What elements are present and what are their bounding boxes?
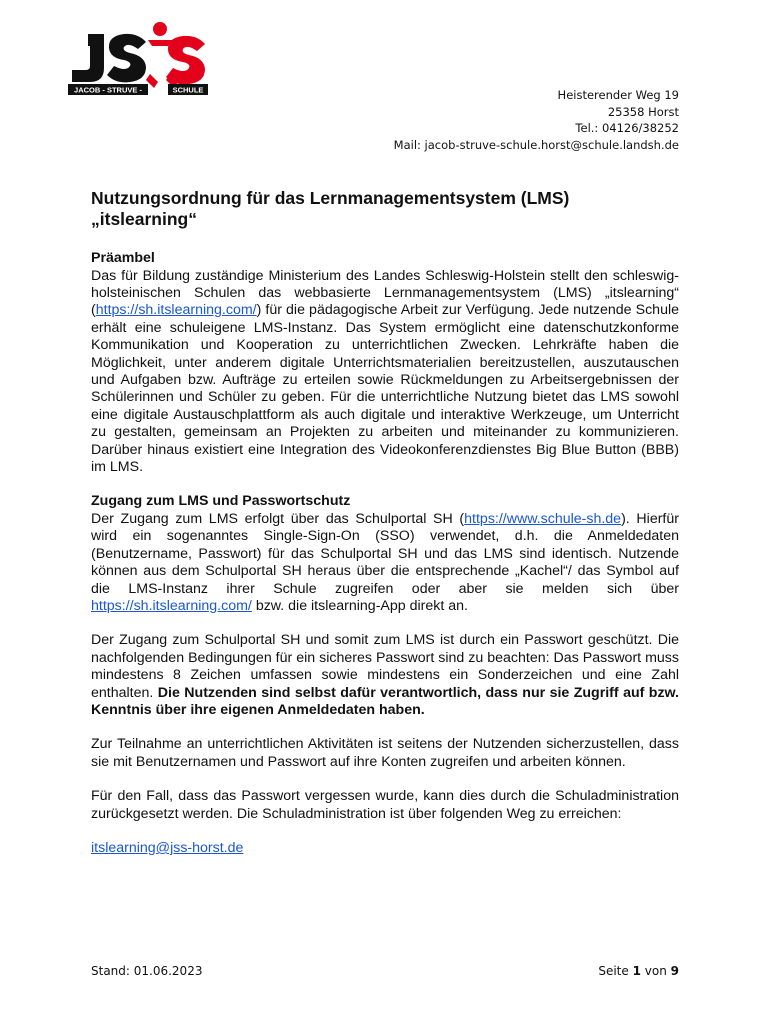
footer-page-prefix: Seite — [598, 964, 633, 978]
title-line-1: Nutzungsordnung für das Lernmanagementsystem (LMS) — [91, 188, 570, 208]
itslearning-login-link[interactable]: https://sh.itslearning.com/ — [91, 597, 252, 614]
footer-page-current: 1 — [632, 964, 641, 978]
address-mail: Mail: jacob-struve-schule.horst@schule.landsh.de — [393, 137, 679, 152]
logo-right-banner-text: SCHULE — [172, 85, 204, 95]
preamble-text-b: ) für die pädagogische Arbeit zur Verfügung. Jede nutzende Schule erhält eine schuleigene LMS-Instanz. Das System ermöglicht eine datenschutzkonforme Kommunikation und Kooperation zu unterrichtlichen Zwecken. Lehrkräfte haben die Möglichkeit, unter anderem digitale Unterrichtsmaterialien bereitzustellen, auszutauschen und Aufgaben bzw. Aufträge zu erteilen sowie Rückmeldungen zu Arbeitsergebnissen der Schülerinnen und Schüler zu geben. Für die unterrichtliche Nutzung bietet das LMS sowohl eine digitale Austauschplattform als auch digitale und interaktive Werkzeuge, um Unterricht zu gestalten, gemeinsam an Projekten zu arbeiten und miteinander zu kommunizieren. Darüber hinaus existiert eine Integration des Videokonferenzdienstes Big Blue Button (BBB) im LMS. — [91, 302, 679, 475]
access-p1-text-a: Der Zugang zum LMS erfolgt über das Schulportal SH ( — [91, 510, 465, 527]
itslearning-link[interactable]: https://sh.itslearning.com/ — [95, 302, 257, 319]
preamble-text-a: Das für Bildung zuständige Ministerium des Landes Schleswig-Holstein stellt den schleswig-holsteinischen Schulen das webbasierte Lernmanagementsystem (LMS) „itslearning“ ( — [91, 267, 679, 319]
footer-date: Stand: 01.06.2023 — [91, 964, 203, 978]
access-p1-text-c: bzw. die itslearning-App direkt an. — [251, 597, 468, 614]
footer-page-number — [598, 964, 679, 978]
logo-letter-s2 — [166, 36, 205, 84]
access-p1-text-b: ). Hierfür wird ein sogenanntes Single-Sign-On (SSO) verwendet, d.h. die Anmeldedaten (Benutzername, Passwort) für das Schulportal SH und das LMS sind identisch. Nutzende können aus dem Schulportal SH heraus über die entsprechende „Kachel“/ das Symbol auf die LMS-Instanz ihrer Schule zugreifen oder aber sie melden sich über — [91, 510, 679, 597]
access-p2-bold: Die Nutzenden sind selbst dafür verantwortlich, dass nur sie Zugriff auf bzw. Kenntnis über ihre eigenen Anmeldedaten haben. — [91, 684, 679, 718]
preamble-paragraph — [91, 268, 679, 477]
schulportal-link[interactable]: https://www.schule-sh.de — [464, 510, 622, 527]
footer-page-mid: von — [640, 964, 671, 978]
access-paragraph-2 — [91, 632, 679, 719]
logo-letter-s1 — [107, 34, 146, 82]
access-paragraph-1 — [91, 511, 679, 615]
footer-page-total: 9 — [670, 964, 679, 978]
access-p2-text: Der Zugang zum Schulportal SH und somit zum LMS ist durch ein Passwort geschützt. Die nachfolgenden Bedingungen für ein sicheres Passwort sind zu beachten: Das Passwort muss mindestens 8 Zeichen umfassen sowie mindestens ein Sonderzeichen und eine Zahl enthalten. — [91, 632, 679, 701]
access-paragraph-4: Für den Fall, dass das Passwort vergessen wurde, kann dies durch die Schuladministration zurückgesetzt werden. Die Schuladministration ist über folgenden Weg zu erreichen: — [91, 788, 679, 822]
school-logo — [64, 20, 210, 98]
title-line-2: „itslearning“ — [91, 209, 197, 229]
address-city: 25358 Horst — [607, 104, 679, 119]
logo-letter-j — [72, 34, 104, 82]
preamble-heading: Präambel — [91, 250, 155, 266]
logo-figure-head — [153, 22, 167, 36]
access-paragraph-3: Zur Teilnahme an unterrichtlichen Aktivitäten ist seitens der Nutzenden sicherzustellen, dass sie mit Benutzernamen und Passwort auf ihre Konten zugreifen und arbeiten können. — [91, 736, 679, 770]
admin-email-paragraph — [91, 840, 679, 857]
address-phone: Tel.: 04126/38252 — [575, 121, 679, 135]
address-street: Heisterender Weg 19 — [557, 88, 679, 102]
document-body — [91, 188, 679, 857]
document-title — [91, 188, 679, 230]
address-block — [394, 87, 679, 153]
admin-email-link[interactable]: itslearning@jss-horst.de — [91, 839, 244, 856]
logo-left-banner-text: JACOB - STRUVE - — [74, 85, 142, 95]
access-heading: Zugang zum LMS und Passwortschutz — [91, 493, 351, 510]
